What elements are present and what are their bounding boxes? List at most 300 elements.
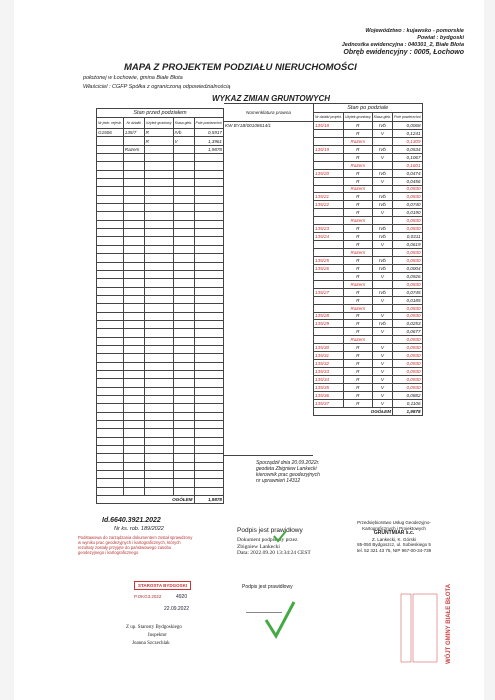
table-cell: 135/29 bbox=[314, 320, 344, 328]
table-cell bbox=[97, 295, 124, 303]
table-cell: R bbox=[343, 241, 372, 249]
table-cell bbox=[123, 229, 144, 237]
table-row bbox=[314, 217, 423, 225]
table-row bbox=[314, 376, 423, 384]
table-cell: R bbox=[343, 225, 372, 233]
table-row bbox=[97, 362, 224, 370]
table-row bbox=[97, 154, 224, 162]
table-row bbox=[97, 145, 224, 153]
table-cell bbox=[144, 304, 173, 312]
table-cell bbox=[173, 329, 194, 337]
company-name: GRUNTMIAR s.c. bbox=[373, 530, 415, 537]
table-cell: R bbox=[144, 137, 173, 145]
table-row bbox=[97, 187, 224, 195]
table-cell bbox=[144, 220, 173, 228]
table-cell: 135/33 bbox=[314, 368, 344, 376]
table-cell: R bbox=[343, 169, 372, 177]
table-row bbox=[314, 137, 423, 145]
table-cell: R bbox=[343, 352, 372, 360]
table-cell bbox=[194, 429, 223, 437]
table-row bbox=[97, 421, 224, 429]
table-cell bbox=[314, 272, 344, 280]
table-cell: 0,0619 bbox=[393, 241, 422, 249]
table-row bbox=[314, 383, 423, 391]
table-row bbox=[314, 328, 423, 336]
table-cell bbox=[144, 204, 173, 212]
table-cell bbox=[123, 304, 144, 312]
table-cell bbox=[97, 471, 124, 479]
signature-line: Dokument podpisany przez bbox=[237, 537, 298, 543]
table-cell bbox=[123, 279, 144, 287]
table-row bbox=[97, 479, 224, 487]
stamp-role1: Z up. Starosty Bydgoskiego bbox=[126, 625, 182, 630]
table-cell bbox=[123, 462, 144, 470]
table-cell: IVb bbox=[372, 233, 392, 241]
table-cell bbox=[314, 177, 344, 185]
table-cell: V bbox=[372, 352, 392, 360]
table-cell: 1,9878 bbox=[194, 145, 223, 153]
table-cell bbox=[97, 412, 124, 420]
table-cell: 135/27 bbox=[314, 288, 344, 296]
table-row bbox=[97, 337, 224, 345]
table-cell bbox=[97, 479, 124, 487]
table-cell bbox=[144, 254, 173, 262]
table-cell bbox=[144, 270, 173, 278]
table-row bbox=[97, 262, 224, 270]
table-cell: 0,0930 bbox=[393, 344, 422, 352]
table-cell bbox=[123, 345, 144, 353]
table-row bbox=[97, 345, 224, 353]
table-cell: 0,0930 bbox=[393, 256, 422, 264]
table-cell: R bbox=[343, 264, 372, 272]
table-cell: R bbox=[343, 376, 372, 384]
table-cell: V bbox=[372, 383, 392, 391]
table-cell bbox=[144, 295, 173, 303]
prepared-role: kierownik prac geodezyjnych bbox=[256, 472, 320, 478]
table-cell: V bbox=[372, 272, 392, 280]
table-cell bbox=[194, 446, 223, 454]
table-row bbox=[97, 370, 224, 378]
total-value: 1,9878 bbox=[393, 407, 422, 415]
table-cell bbox=[194, 412, 223, 420]
table-row bbox=[97, 312, 224, 320]
table-row bbox=[314, 122, 423, 130]
table-cell bbox=[194, 345, 223, 353]
table-cell bbox=[194, 479, 223, 487]
table-row bbox=[314, 304, 423, 312]
table-cell: 0,0930 bbox=[393, 217, 422, 225]
table-cell bbox=[314, 129, 344, 137]
table-cell: 0,0190 bbox=[393, 209, 422, 217]
table-cell bbox=[123, 396, 144, 404]
table-cell: V bbox=[372, 312, 392, 320]
prepared-by-note bbox=[256, 460, 320, 484]
table-cell bbox=[144, 237, 173, 245]
table-cell bbox=[123, 487, 144, 495]
table-cell bbox=[314, 185, 344, 193]
before-division-table bbox=[96, 108, 224, 504]
table-cell bbox=[194, 270, 223, 278]
table-cell bbox=[97, 245, 124, 253]
signature-valid-title: Podpis jest prawidłowy bbox=[237, 527, 303, 534]
col-header: Użytek gruntowy bbox=[343, 113, 372, 122]
table-row bbox=[97, 446, 224, 454]
table-row bbox=[314, 145, 423, 153]
table-cell bbox=[97, 270, 124, 278]
col-header: Nr działki projekt. bbox=[314, 113, 344, 122]
table-cell bbox=[173, 337, 194, 345]
check-icon bbox=[272, 529, 288, 543]
prepared-surveyor: geodeta Zbigniew Lankecki bbox=[256, 466, 317, 472]
table-cell bbox=[97, 370, 124, 378]
table-cell bbox=[194, 170, 223, 178]
table-row bbox=[314, 264, 423, 272]
table-cell: 0,0930 bbox=[393, 249, 422, 257]
table-cell bbox=[144, 479, 173, 487]
table-cell bbox=[97, 354, 124, 362]
table-row bbox=[97, 170, 224, 178]
table-cell: G1506 bbox=[97, 129, 124, 137]
table-cell bbox=[194, 471, 223, 479]
table-cell: Razem bbox=[343, 137, 372, 145]
stamp-date: 22.09.2022 bbox=[164, 606, 190, 612]
col-header: Klasa gleb. bbox=[173, 118, 194, 129]
table-cell bbox=[97, 237, 124, 245]
table-cell bbox=[173, 312, 194, 320]
col-header: Nr jedn. rejestr. bbox=[97, 118, 124, 129]
table-row bbox=[97, 379, 224, 387]
table-cell bbox=[144, 421, 173, 429]
table-cell: R bbox=[343, 209, 372, 217]
table-cell bbox=[173, 254, 194, 262]
table-cell bbox=[314, 241, 344, 249]
table-cell bbox=[173, 429, 194, 437]
table-cell bbox=[173, 304, 194, 312]
table-cell bbox=[173, 345, 194, 353]
table-row bbox=[97, 471, 224, 479]
table-row bbox=[97, 387, 224, 395]
table-cell bbox=[97, 195, 124, 203]
table-row bbox=[97, 254, 224, 262]
table-cell bbox=[123, 479, 144, 487]
table-cell: 0,0745 bbox=[393, 288, 422, 296]
signature-valid-title-2: Podpis jest prawidłowy bbox=[242, 584, 293, 590]
table-cell bbox=[123, 312, 144, 320]
table-cell: V bbox=[372, 328, 392, 336]
table-cell bbox=[97, 287, 124, 295]
stamp-number: 4920 bbox=[176, 594, 188, 600]
table-cell: R bbox=[343, 272, 372, 280]
table-cell: 135/30 bbox=[314, 344, 344, 352]
table-cell bbox=[144, 212, 173, 220]
table-cell bbox=[123, 354, 144, 362]
table-cell: V bbox=[372, 391, 392, 399]
table-cell bbox=[194, 437, 223, 445]
company-contact: tel. 52 321 43 75, NIP 967-00-34-739 bbox=[356, 547, 432, 553]
table-cell bbox=[173, 396, 194, 404]
table-cell: IVb bbox=[372, 193, 392, 201]
table-cell bbox=[372, 280, 392, 288]
table-cell bbox=[173, 237, 194, 245]
table-cell: 0,0930 bbox=[393, 383, 422, 391]
table-cell bbox=[173, 404, 194, 412]
table-cell bbox=[97, 187, 124, 195]
table-cell: V bbox=[372, 399, 392, 407]
table-cell bbox=[194, 187, 223, 195]
table-cell bbox=[372, 304, 392, 312]
table-row bbox=[97, 429, 224, 437]
subtitle: WYKAZ ZMIAN GRUNTOWYCH bbox=[212, 94, 331, 103]
table-row bbox=[97, 220, 224, 228]
table-cell bbox=[314, 296, 344, 304]
table-cell: V bbox=[372, 376, 392, 384]
table-cell: 135/36 bbox=[314, 391, 344, 399]
table-cell bbox=[173, 145, 194, 153]
table-cell bbox=[173, 179, 194, 187]
stamp-note: Podstawowa do zarządzania dokumentem został sprawdzony w wyniku prac geodezyjnych i kartograficznych, których rezultaty zostały przyjęte do państwowego zasobu geodezyjnego i kartograficznego bbox=[78, 535, 193, 555]
table-cell bbox=[144, 287, 173, 295]
table-cell bbox=[194, 404, 223, 412]
table-cell: R bbox=[144, 129, 173, 137]
table-cell: 0,0185 bbox=[393, 296, 422, 304]
table-cell: R bbox=[343, 296, 372, 304]
table-cell bbox=[123, 212, 144, 220]
table-cell bbox=[194, 387, 223, 395]
table-cell bbox=[194, 354, 223, 362]
table-cell bbox=[314, 304, 344, 312]
table-cell bbox=[173, 154, 194, 162]
table-cell bbox=[123, 187, 144, 195]
table-row bbox=[97, 396, 224, 404]
table-cell bbox=[372, 161, 392, 169]
table-row bbox=[97, 137, 224, 145]
table-cell: 0,0474 bbox=[393, 169, 422, 177]
table-cell: 135/18 bbox=[314, 122, 344, 130]
table-cell: V bbox=[372, 344, 392, 352]
table-cell bbox=[97, 429, 124, 437]
table-cell bbox=[194, 204, 223, 212]
table-row bbox=[97, 454, 224, 462]
table-cell bbox=[97, 387, 124, 395]
table-cell bbox=[173, 320, 194, 328]
table-cell bbox=[144, 187, 173, 195]
table-cell bbox=[173, 270, 194, 278]
table-cell bbox=[173, 421, 194, 429]
col-header: Nr działki bbox=[123, 118, 144, 129]
owner-text: Właściciel : CGFP Spółka z ograniczoną odpowiedzialnością bbox=[83, 84, 231, 90]
table-cell bbox=[97, 421, 124, 429]
table-row bbox=[97, 404, 224, 412]
table-cell: 135/26 bbox=[314, 264, 344, 272]
table-row bbox=[314, 193, 423, 201]
col-header: Pole powierzchni bbox=[393, 113, 422, 122]
table-cell bbox=[97, 312, 124, 320]
table-cell bbox=[144, 412, 173, 420]
table-cell bbox=[123, 270, 144, 278]
header-county: Powiat : bydgoski bbox=[417, 35, 464, 41]
table-cell: R bbox=[343, 391, 372, 399]
table-cell bbox=[144, 362, 173, 370]
table-cell: R bbox=[343, 177, 372, 185]
table-cell: 0,0930 bbox=[393, 225, 422, 233]
table-cell: 0,0930 bbox=[393, 360, 422, 368]
table-cell bbox=[173, 412, 194, 420]
table-cell bbox=[123, 446, 144, 454]
table-row bbox=[314, 312, 423, 320]
table-cell bbox=[123, 337, 144, 345]
stamp-code: P.OKG3.2022 bbox=[134, 594, 162, 599]
table-cell bbox=[194, 312, 223, 320]
table-cell: 0,1601 bbox=[393, 161, 422, 169]
municipality-stamp: WÓJT GMINY BIAŁE BŁOTA bbox=[446, 583, 452, 664]
table-cell bbox=[173, 187, 194, 195]
table-cell: Razem bbox=[343, 249, 372, 257]
signature-signer: Zbigniew Lankecki bbox=[237, 543, 280, 550]
nomenclature-header: Nomenklatura prawna bbox=[224, 104, 313, 122]
table-cell bbox=[173, 471, 194, 479]
table-cell bbox=[97, 329, 124, 337]
table-row bbox=[97, 212, 224, 220]
company-stamp bbox=[334, 520, 454, 554]
after-division-table bbox=[313, 103, 423, 416]
table-cell bbox=[97, 446, 124, 454]
table-cell: R bbox=[343, 344, 372, 352]
table-cell: 0,1106 bbox=[393, 399, 422, 407]
table-cell: IVb bbox=[372, 264, 392, 272]
table-cell: V bbox=[173, 137, 194, 145]
table-cell bbox=[314, 249, 344, 257]
table-cell: IVb bbox=[372, 256, 392, 264]
table-cell bbox=[144, 154, 173, 162]
table-cell bbox=[144, 471, 173, 479]
table-cell: Razem bbox=[343, 336, 372, 344]
table-cell: V bbox=[372, 296, 392, 304]
company-address: 85-050 Bydgoszcz, ul. Sobieskiego 5 bbox=[357, 542, 431, 548]
table-cell bbox=[194, 229, 223, 237]
table-cell bbox=[173, 287, 194, 295]
table-cell bbox=[173, 454, 194, 462]
table-cell bbox=[144, 379, 173, 387]
table-cell: 0,1067 bbox=[393, 153, 422, 161]
table-cell bbox=[173, 279, 194, 287]
table-cell bbox=[144, 279, 173, 287]
total-row bbox=[97, 496, 224, 504]
table-cell bbox=[194, 295, 223, 303]
table-cell bbox=[97, 454, 124, 462]
table-cell: 0,0930 bbox=[393, 368, 422, 376]
header-precinct: Obręb ewidencyjny : 0005, Łochowo bbox=[343, 49, 464, 56]
table-cell: 0,0930 bbox=[393, 185, 422, 193]
table-cell bbox=[194, 162, 223, 170]
table-cell bbox=[314, 209, 344, 217]
table-cell: IVb bbox=[372, 320, 392, 328]
table-cell: Razem bbox=[343, 304, 372, 312]
table-row bbox=[97, 354, 224, 362]
table-cell bbox=[173, 370, 194, 378]
page-title: MAPA Z PROJEKTEM PODZIAŁU NIERUCHOMOŚCI bbox=[124, 62, 357, 73]
table-cell: 0,0930 bbox=[393, 304, 422, 312]
check-icon bbox=[262, 600, 296, 640]
table-cell bbox=[173, 437, 194, 445]
table-cell bbox=[314, 328, 344, 336]
table-row bbox=[314, 129, 423, 137]
table-cell bbox=[97, 204, 124, 212]
total-label: OGÓŁEM bbox=[314, 407, 393, 415]
table-cell bbox=[97, 279, 124, 287]
table-cell bbox=[144, 387, 173, 395]
table-cell: 135/28 bbox=[314, 312, 344, 320]
table-row bbox=[97, 279, 224, 287]
legal-nomenclature-column bbox=[224, 103, 313, 456]
table-cell bbox=[194, 254, 223, 262]
table-cell: 135/35 bbox=[314, 383, 344, 391]
table-row bbox=[314, 391, 423, 399]
table-row bbox=[314, 320, 423, 328]
table-cell: V bbox=[372, 129, 392, 137]
table-cell bbox=[97, 379, 124, 387]
table-cell bbox=[194, 421, 223, 429]
table-cell bbox=[123, 404, 144, 412]
table-cell: 135/21 bbox=[314, 193, 344, 201]
table-cell bbox=[123, 362, 144, 370]
table-cell bbox=[123, 237, 144, 245]
table-cell bbox=[123, 254, 144, 262]
table-cell bbox=[123, 162, 144, 170]
table-cell bbox=[173, 170, 194, 178]
table-cell bbox=[194, 320, 223, 328]
table-cell: 0,0930 bbox=[393, 312, 422, 320]
table-cell bbox=[173, 462, 194, 470]
table-row bbox=[97, 487, 224, 495]
table-row bbox=[314, 177, 423, 185]
table-cell: 1,3961 bbox=[194, 137, 223, 145]
table-cell bbox=[97, 154, 124, 162]
table-cell bbox=[123, 262, 144, 270]
table-row bbox=[97, 162, 224, 170]
table-cell: IVb bbox=[372, 145, 392, 153]
stamp-office: STAROSTA BYDGOSKI bbox=[134, 581, 191, 590]
table-cell bbox=[144, 162, 173, 170]
table-cell bbox=[144, 312, 173, 320]
table-row bbox=[97, 179, 224, 187]
table-cell: 0,0311 bbox=[393, 233, 422, 241]
table-cell: IVb bbox=[372, 122, 392, 130]
table-row bbox=[314, 225, 423, 233]
table-cell bbox=[314, 137, 344, 145]
table-cell: V bbox=[372, 368, 392, 376]
table-cell: V bbox=[372, 209, 392, 217]
table-cell bbox=[123, 179, 144, 187]
table-row bbox=[314, 256, 423, 264]
table-cell bbox=[97, 229, 124, 237]
table-cell: R bbox=[343, 129, 372, 137]
table-row bbox=[314, 336, 423, 344]
table-cell: R bbox=[343, 320, 372, 328]
table-cell bbox=[173, 387, 194, 395]
company-owners: Z. Lankecki, K. Górski bbox=[371, 536, 416, 542]
table-cell bbox=[123, 471, 144, 479]
table-cell bbox=[144, 262, 173, 270]
table-row bbox=[97, 245, 224, 253]
table-cell bbox=[194, 396, 223, 404]
table-cell bbox=[173, 262, 194, 270]
location-text: położonej w Łochowie, gmina Białe Błota bbox=[83, 75, 183, 81]
table-cell bbox=[173, 229, 194, 237]
table-cell: Razem bbox=[343, 185, 372, 193]
table-cell: 135/19 bbox=[314, 145, 344, 153]
table-cell: R bbox=[343, 201, 372, 209]
table-row bbox=[97, 195, 224, 203]
